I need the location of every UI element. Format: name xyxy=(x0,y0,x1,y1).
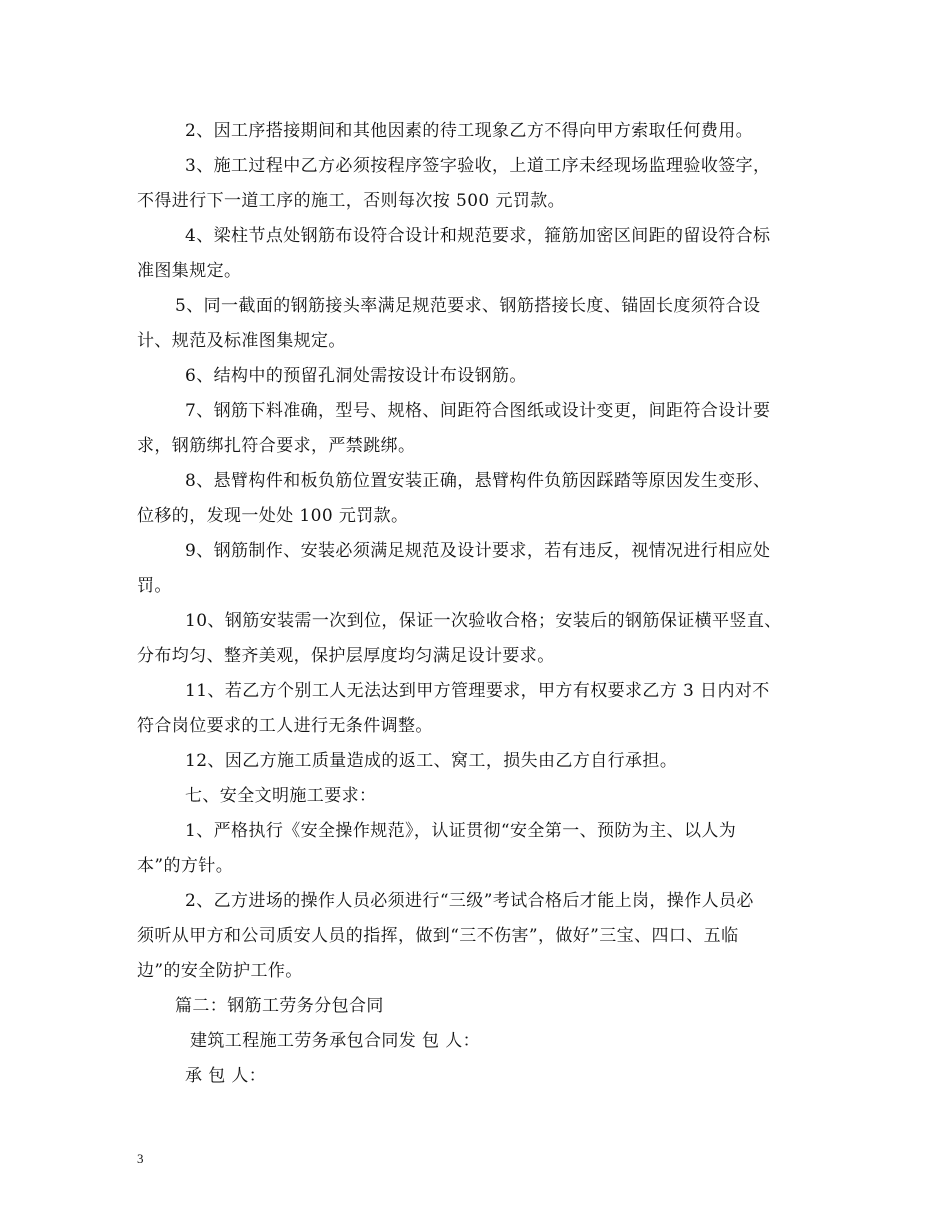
paragraph-line: 8、悬臂构件和板负筋位置安装正确，悬臂构件负筋因踩踏等原因发生变形、 xyxy=(185,471,771,491)
paragraph-line: 罚。 xyxy=(137,576,172,596)
paragraph-line: 符合岗位要求的工人进行无条件调整。 xyxy=(137,716,433,736)
paragraph-line: 不得进行下一道工序的施工，否则每次按 500 元罚款。 xyxy=(137,191,566,211)
paragraph-line: 6、结构中的预留孔洞处需按设计布设钢筋。 xyxy=(185,366,527,386)
paragraph-line: 须听从甲方和公司质安人员的指挥，做到“三不伤害”，做好”三宝、四口、五临 xyxy=(137,926,739,946)
paragraph-line: 5、同一截面的钢筋接头率满足规范要求、钢筋搭接长度、锚固长度须符合设 xyxy=(175,296,761,316)
paragraph-line: 本”的方针。 xyxy=(137,856,234,876)
paragraph-line: 计、规范及标准图集规定。 xyxy=(137,331,346,351)
paragraph-line: 建筑工程施工劳务承包合同发 包 人： xyxy=(190,1031,481,1051)
paragraph-line: 11、若乙方个别工人无法达到甲方管理要求，甲方有权要求乙方 3 日内对不 xyxy=(185,681,770,701)
paragraph-line: 10、钢筋安装需一次到位，保证一次验收合格；安装后的钢筋保证横平竖直、 xyxy=(185,611,782,631)
page-number: 3 xyxy=(137,1151,144,1166)
paragraph-line: 2、乙方进场的操作人员必须进行“三级”考试合格后才能上岗，操作人员必 xyxy=(185,891,754,911)
paragraph-line: 边”的安全防护工作。 xyxy=(137,961,303,981)
paragraph-line: 12、因乙方施工质量造成的返工、窝工，损失由乙方自行承担。 xyxy=(185,751,678,771)
paragraph-line: 4、梁柱节点处钢筋布设符合设计和规范要求，箍筋加密区间距的留设符合标 xyxy=(185,226,771,246)
paragraph-line: 9、钢筋制作、安装必须满足规范及设计要求，若有违反，视情况进行相应处 xyxy=(185,541,771,561)
paragraph-line: 承 包 人： xyxy=(185,1066,267,1086)
paragraph-line: 2、因工序搭接期间和其他因素的待工现象乙方不得向甲方索取任何费用。 xyxy=(185,121,754,141)
section-heading: 七、安全文明施工要求： xyxy=(185,786,377,806)
chapter-heading: 篇二：钢筋工劳务分包合同 xyxy=(175,996,384,1016)
paragraph-line: 3、施工过程中乙方必须按程序签字验收，上道工序未经现场监理验收签字， xyxy=(185,156,771,176)
paragraph-line: 7、钢筋下料准确，型号、规格、间距符合图纸或设计变更，间距符合设计要 xyxy=(185,401,771,421)
paragraph-line: 位移的，发现一处处 100 元罚款。 xyxy=(137,506,409,526)
paragraph-line: 准图集规定。 xyxy=(137,261,242,281)
paragraph-line: 分布均匀、整齐美观，保护层厚度均匀满足设计要求。 xyxy=(137,646,555,666)
paragraph-line: 1、严格执行《安全操作规范》，认证贯彻“安全第一、预防为主、以人为 xyxy=(185,821,737,841)
paragraph-line: 求，钢筋绑扎符合要求，严禁跳绑。 xyxy=(137,436,416,456)
